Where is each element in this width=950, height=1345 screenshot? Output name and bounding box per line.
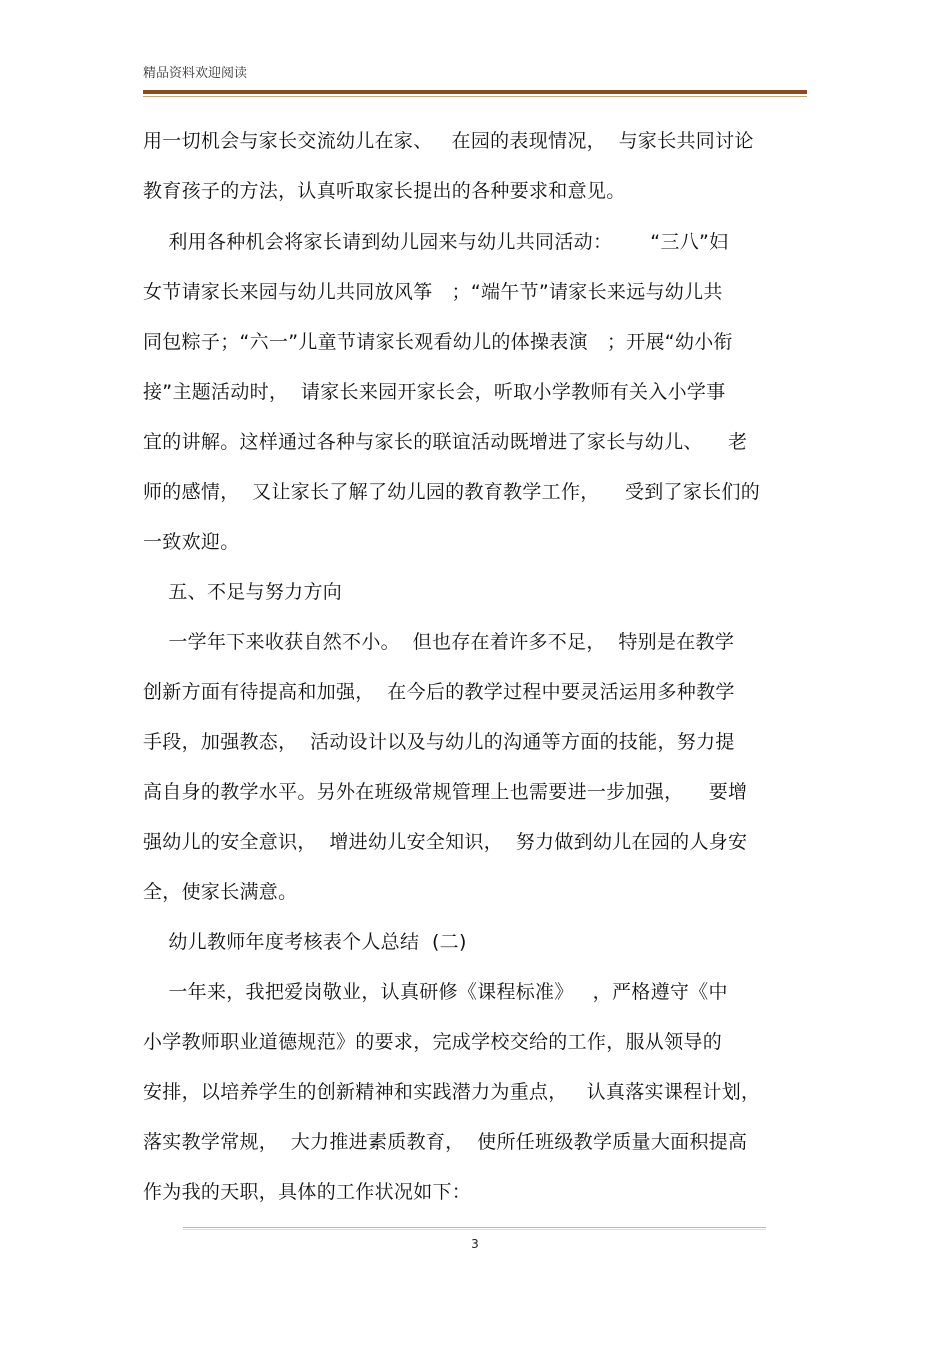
text-line: 利用各种机会将家长请到幼儿园来与幼儿共同活动： “三八”妇 [143, 231, 729, 253]
text-line: 一年来，我把爱岗敬业，认真研修《课程标准》 ，严格遵守《中 [143, 981, 728, 1003]
section-heading: 五、不足与努力方向 [143, 581, 343, 603]
text-line: 用一切机会与家长交流幼儿在家、 在园的表现情况， 与家长共同讨论 [143, 130, 754, 152]
text-line: 作为我的天职，具体的工作状况如下： [143, 1181, 472, 1203]
text-line: 落实教学常规， 大力推进素质教育， 使所任班级教学质量大面积提高 [143, 1131, 748, 1153]
text-line: 接”主题活动时， 请家长来园开家长会，听取小学教师有关入小学事 [143, 381, 726, 403]
page-number: 3 [471, 1237, 479, 1251]
section-heading: 幼儿教师年度考核表个人总结 (二) [143, 931, 467, 953]
text-line: 小学教师职业道德规范》的要求，完成学校交给的工作，服从领导的 [143, 1031, 723, 1053]
header-title: 精品资料欢迎阅读 [143, 66, 248, 81]
text-line: 师的感情， 又让家长了解了幼儿园的教育教学工作， 受到了家长们的 [143, 481, 761, 503]
text-line: 一学年下来收获自然不小。 但也存在着许多不足， 特别是在教学 [143, 631, 735, 653]
text-line: 教育孩子的方法，认真听取家长提出的各种要求和意见。 [143, 180, 626, 202]
text-line: 全，使家长满意。 [143, 881, 298, 903]
header-divider [143, 90, 807, 94]
footer-divider-shadow [183, 1229, 766, 1230]
text-line: 女节请家长来园与幼儿共同放风筝 ；“端午节”请家长来远与幼儿共 [143, 281, 723, 303]
text-line: 手段，加强教态， 活动设计以及与幼儿的沟通等方面的技能，努力提 [143, 731, 735, 753]
footer-divider [183, 1227, 766, 1228]
text-line: 同包粽子；“六一”儿童节请家长观看幼儿的体操表演 ；开展“幼小衔 [143, 331, 733, 353]
text-line: 强幼儿的安全意识， 增进幼儿安全知识， 努力做到幼儿在园的人身安 [143, 831, 748, 853]
text-line: 一致欢迎。 [143, 531, 240, 553]
text-line: 安排，以培养学生的创新精神和实践潜力为重点， 认真落实课程计划， [143, 1081, 761, 1103]
header-divider-thin [143, 96, 807, 97]
text-line: 宜的讲解。这样通过各种与家长的联谊活动既增进了家长与幼儿、 老 [143, 431, 748, 453]
text-line: 创新方面有待提高和加强， 在今后的教学过程中要灵活运用多种教学 [143, 681, 735, 703]
text-line: 高自身的教学水平。另外在班级常规管理上也需要进一步加强， 要增 [143, 781, 748, 803]
